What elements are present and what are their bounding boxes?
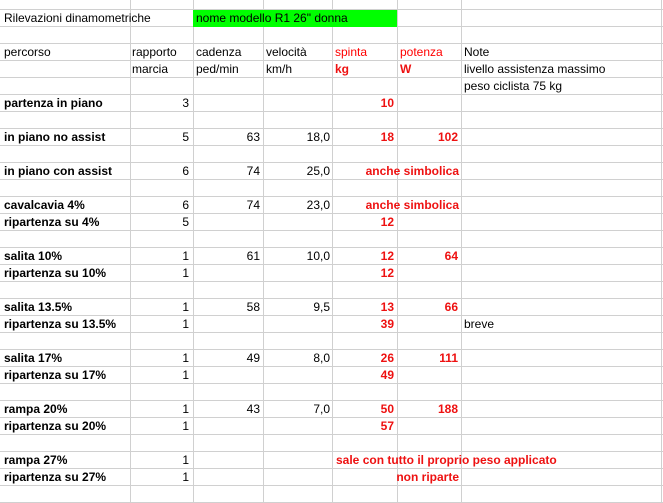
cell-potenza[interactable]: 102 — [437, 130, 458, 144]
cell-potenza[interactable] — [398, 197, 458, 214]
cell-percorso[interactable]: ripartenza su 27% — [4, 470, 107, 484]
cell-potenza[interactable] — [398, 316, 458, 333]
cell-spinta[interactable]: 10 — [380, 96, 394, 110]
cell-potenza[interactable]: 188 — [437, 402, 458, 416]
header-spinta-unit[interactable]: kg — [335, 62, 350, 76]
grid-column-line — [461, 0, 462, 503]
cell-cadenza[interactable] — [194, 367, 260, 384]
cell-spinta[interactable]: 57 — [380, 419, 394, 433]
cell-velocita[interactable]: 8,0 — [313, 351, 330, 365]
cell-rapporto[interactable]: 1 — [182, 317, 189, 331]
note-assistenza[interactable]: livello assistenza massimo — [464, 62, 606, 76]
header-velocita-unit[interactable]: km/h — [266, 62, 293, 76]
cell-cadenza[interactable]: 74 — [246, 164, 260, 178]
grid-column-line — [661, 0, 662, 503]
header-note[interactable]: Note — [464, 45, 490, 59]
cell-cadenza[interactable]: 58 — [246, 300, 260, 314]
cell-spinta[interactable]: 49 — [380, 368, 394, 382]
header-velocita[interactable]: velocità — [266, 45, 307, 59]
cell-percorso[interactable]: cavalcavia 4% — [4, 198, 85, 212]
header-cadenza[interactable]: cadenza — [196, 45, 242, 59]
cell-potenza[interactable]: 64 — [444, 249, 458, 263]
cell-potenza[interactable] — [398, 367, 458, 384]
cell-potenza[interactable] — [398, 95, 458, 112]
cell-velocita[interactable]: 18,0 — [306, 130, 330, 144]
cell-cadenza[interactable] — [194, 469, 260, 486]
cell-velocita[interactable] — [264, 367, 330, 384]
cell-potenza[interactable] — [398, 163, 458, 180]
model-name[interactable]: nome modello R1 26" donna — [196, 11, 348, 25]
grid-row-line — [0, 349, 663, 350]
cell-percorso[interactable]: in piano con assist — [4, 164, 113, 178]
cell-cadenza[interactable]: 74 — [246, 198, 260, 212]
cell-cadenza[interactable] — [194, 452, 260, 469]
cell-rapporto[interactable]: 1 — [182, 249, 189, 263]
cell-percorso[interactable]: salita 13.5% — [4, 300, 73, 314]
cell-potenza[interactable] — [398, 214, 458, 231]
cell-spinta[interactable]: 26 — [380, 351, 394, 365]
cell-percorso[interactable]: ripartenza su 20% — [4, 419, 107, 433]
grid-row-line — [0, 247, 663, 248]
cell-spinta[interactable]: sale con tutto il proprio peso applicato — [336, 453, 557, 467]
cell-spinta[interactable]: 12 — [380, 249, 394, 263]
cell-percorso[interactable]: salita 10% — [4, 249, 63, 263]
cell-rapporto[interactable]: 1 — [182, 470, 189, 484]
cell-percorso[interactable]: ripartenza su 17% — [4, 368, 107, 382]
cell-cadenza[interactable] — [194, 316, 260, 333]
cell-velocita[interactable] — [264, 214, 330, 231]
grid-row-line — [0, 400, 663, 401]
cell-rapporto[interactable]: 1 — [182, 351, 189, 365]
cell-velocita[interactable]: 25,0 — [306, 164, 330, 178]
cell-rapporto[interactable]: 6 — [182, 164, 189, 178]
cell-cadenza[interactable] — [194, 418, 260, 435]
cell-cadenza[interactable]: 43 — [246, 402, 260, 416]
cell-percorso[interactable]: in piano no assist — [4, 130, 106, 144]
cell-velocita[interactable] — [264, 95, 330, 112]
cell-rapporto[interactable]: 1 — [182, 266, 189, 280]
cell-potenza[interactable] — [398, 469, 458, 486]
cell-rapporto[interactable]: 6 — [182, 198, 189, 212]
cell-cadenza[interactable]: 63 — [246, 130, 260, 144]
cell-velocita[interactable]: 9,5 — [313, 300, 330, 314]
cell-potenza[interactable]: 66 — [444, 300, 458, 314]
header-cadenza-unit[interactable]: ped/min — [196, 62, 239, 76]
cell-percorso[interactable]: ripartenza su 13.5% — [4, 317, 117, 331]
cell-rapporto[interactable]: 1 — [182, 419, 189, 433]
header-marcia[interactable]: marcia — [132, 62, 169, 76]
cell-spinta[interactable]: 12 — [380, 215, 394, 229]
cell-cadenza[interactable]: 61 — [246, 249, 260, 263]
cell-cadenza[interactable] — [194, 214, 260, 231]
cell-spinta[interactable]: 12 — [380, 266, 394, 280]
cell-percorso[interactable]: rampa 20% — [4, 402, 68, 416]
cell-percorso[interactable]: rampa 27% — [4, 453, 68, 467]
cell-rapporto[interactable]: 3 — [182, 96, 189, 110]
cell-velocita[interactable] — [264, 418, 330, 435]
header-spinta[interactable]: spinta — [335, 45, 368, 59]
header-percorso[interactable]: percorso — [4, 45, 51, 59]
cell-potenza[interactable] — [398, 452, 458, 469]
cell-velocita[interactable]: 7,0 — [313, 402, 330, 416]
cell-percorso[interactable]: ripartenza su 10% — [4, 266, 107, 280]
cell-note[interactable]: breve — [464, 317, 495, 331]
cell-potenza[interactable] — [398, 265, 458, 282]
cell-spinta[interactable]: anche simbolica — [365, 198, 459, 212]
cell-cadenza[interactable] — [194, 95, 260, 112]
cell-spinta[interactable]: 39 — [380, 317, 394, 331]
cell-spinta[interactable]: 50 — [380, 402, 394, 416]
cell-velocita[interactable] — [264, 316, 330, 333]
cell-velocita[interactable] — [264, 452, 330, 469]
cell-potenza[interactable]: 111 — [439, 351, 458, 365]
note-peso[interactable]: peso ciclista 75 kg — [464, 79, 563, 93]
sheet-title[interactable]: Rilevazioni dinamometriche — [4, 11, 151, 25]
cell-rapporto[interactable]: 1 — [182, 402, 189, 416]
grid-row-line — [0, 43, 663, 44]
cell-spinta[interactable]: 13 — [380, 300, 394, 314]
grid-row-line — [0, 451, 663, 452]
cell-percorso[interactable]: partenza in piano — [4, 96, 103, 110]
cell-spinta[interactable]: non riparte — [396, 470, 459, 484]
cell-cadenza[interactable]: 49 — [246, 351, 260, 365]
cell-spinta[interactable]: anche simbolica — [365, 164, 459, 178]
cell-rapporto[interactable]: 1 — [182, 368, 189, 382]
cell-rapporto[interactable]: 1 — [182, 453, 189, 467]
cell-rapporto[interactable]: 1 — [182, 300, 189, 314]
grid-row-line — [0, 230, 663, 231]
header-potenza[interactable]: potenza — [400, 45, 443, 59]
cell-potenza[interactable] — [398, 418, 458, 435]
cell-velocita[interactable] — [264, 265, 330, 282]
cell-rapporto[interactable]: 5 — [182, 130, 189, 144]
cell-cadenza[interactable] — [194, 265, 260, 282]
header-potenza-unit[interactable]: W — [400, 62, 412, 76]
cell-velocita[interactable]: 23,0 — [306, 198, 330, 212]
cell-velocita[interactable]: 10,0 — [306, 249, 330, 263]
grid-row-line — [0, 298, 663, 299]
header-rapporto[interactable]: rapporto — [132, 45, 177, 59]
cell-rapporto[interactable]: 5 — [182, 215, 189, 229]
cell-percorso[interactable]: salita 17% — [4, 351, 63, 365]
cell-spinta[interactable]: 18 — [380, 130, 394, 144]
cell-percorso[interactable]: ripartenza su 4% — [4, 215, 100, 229]
